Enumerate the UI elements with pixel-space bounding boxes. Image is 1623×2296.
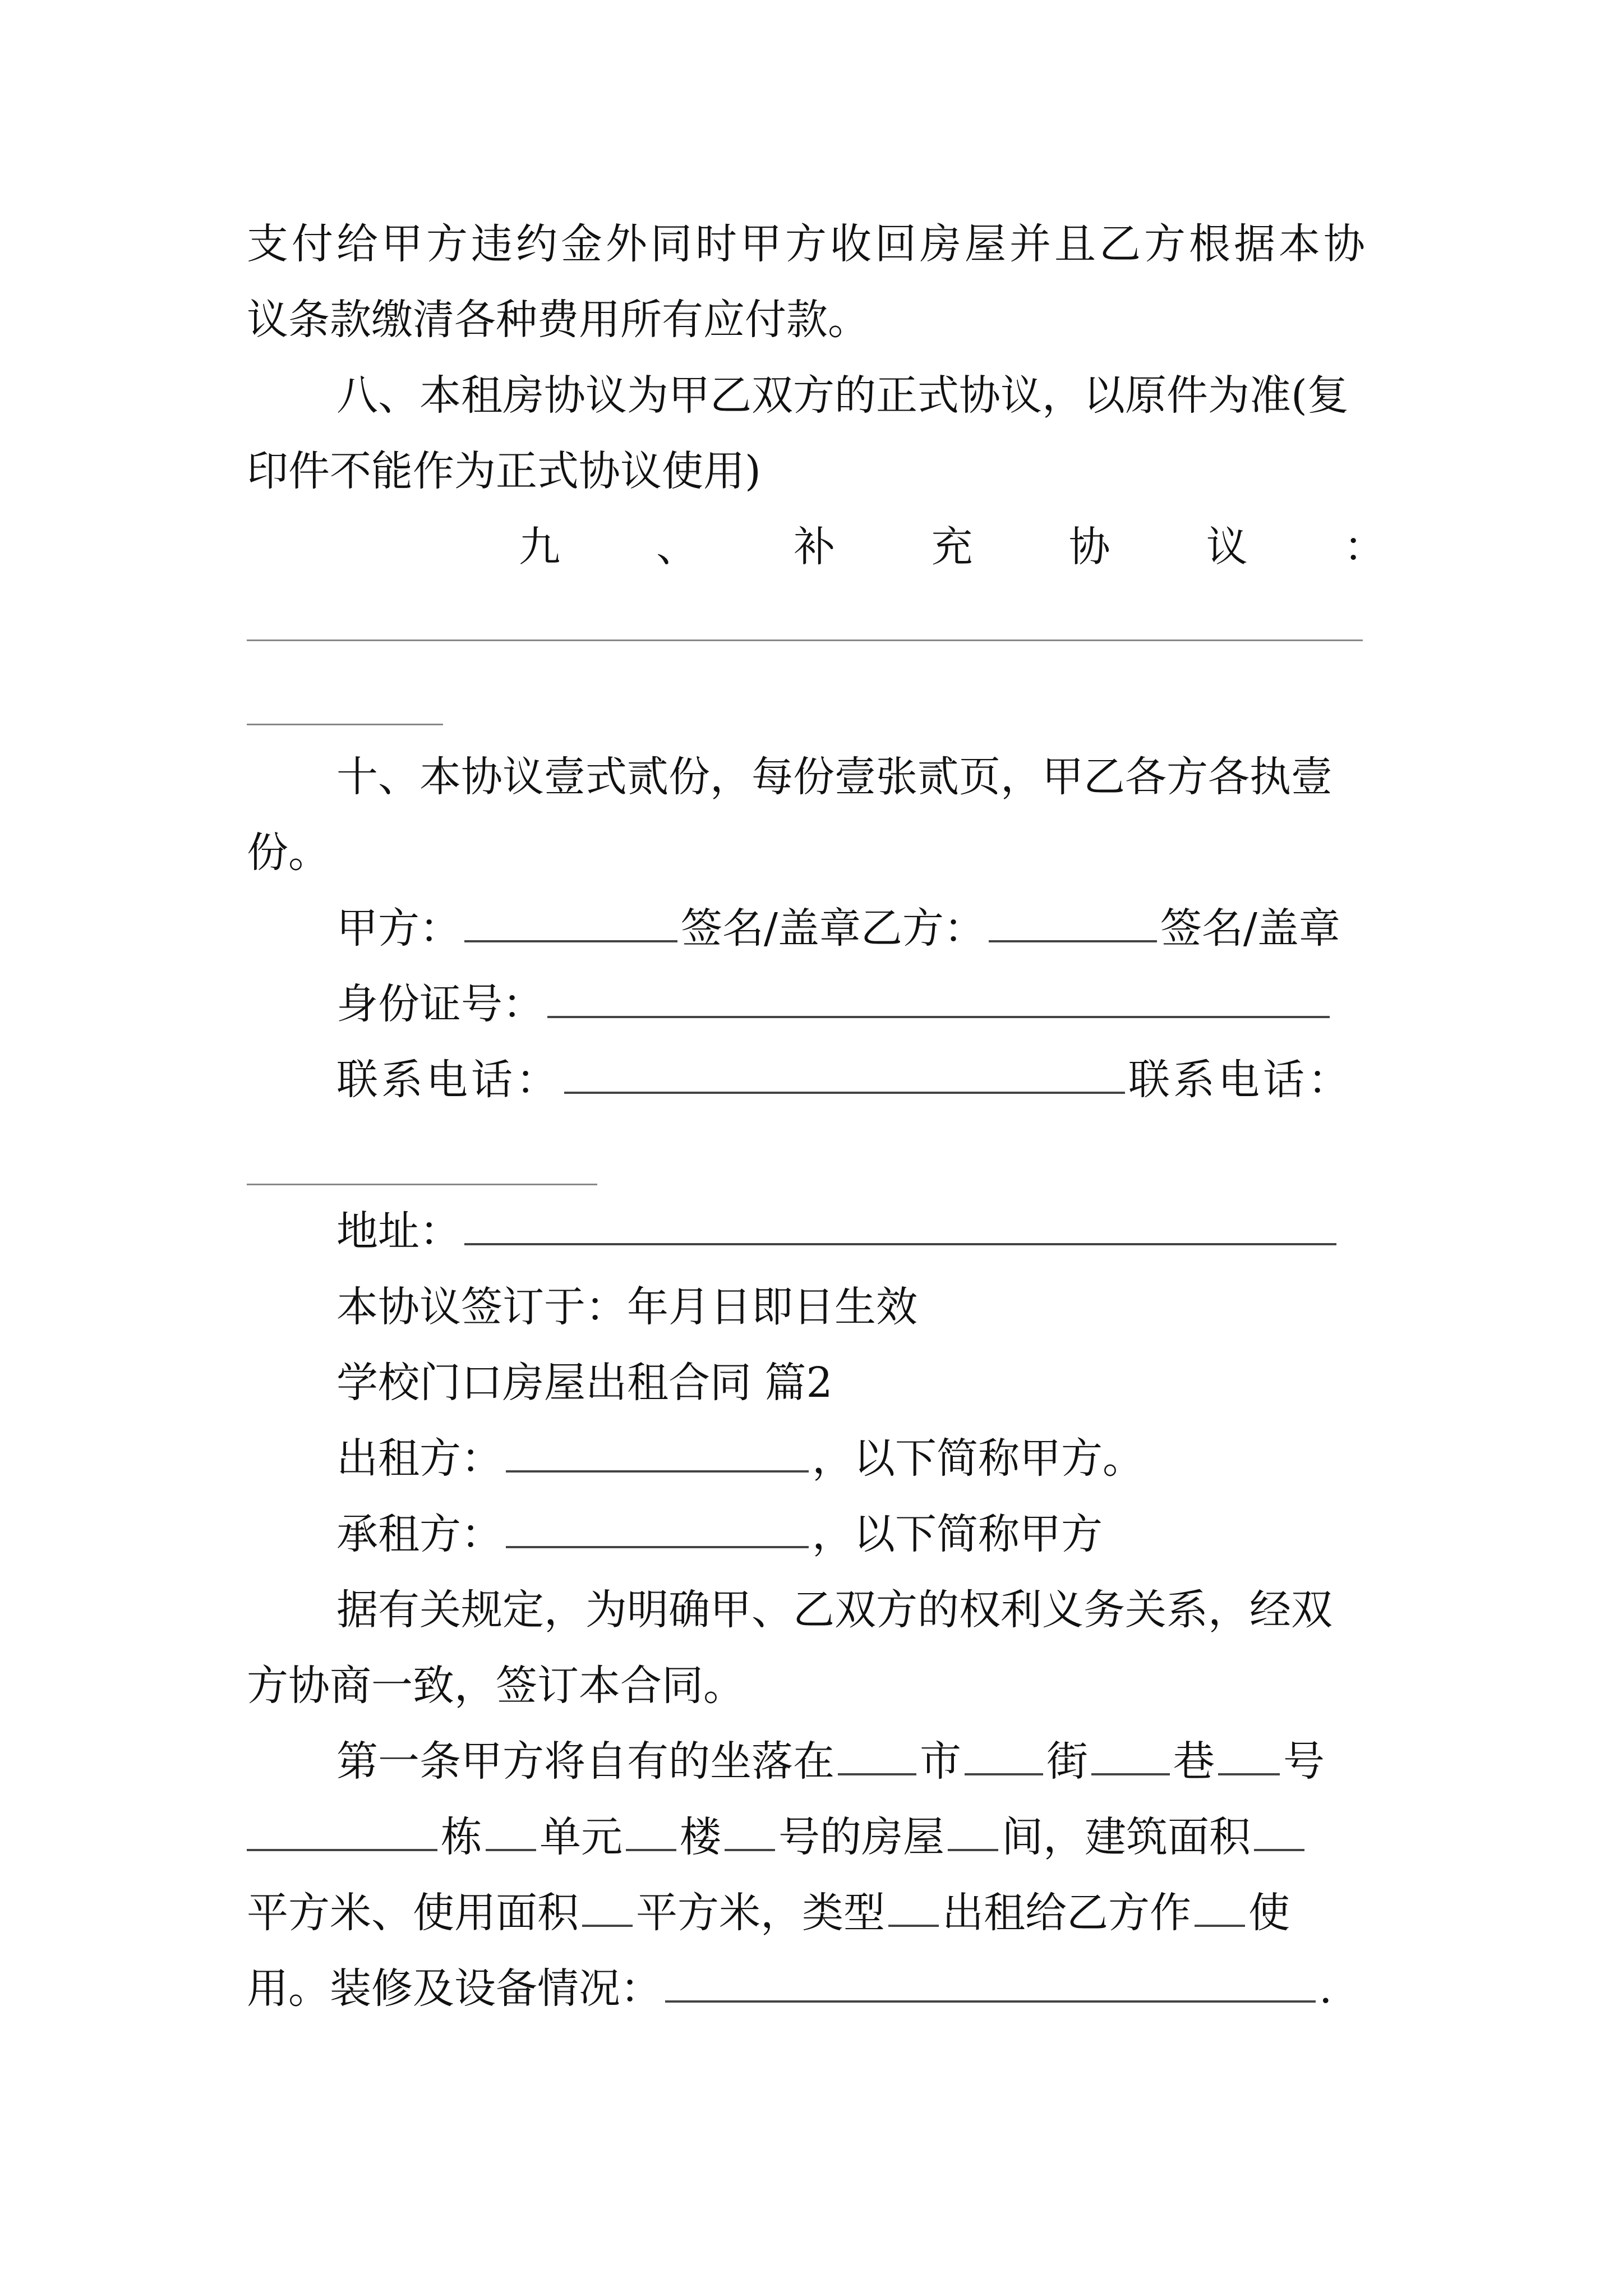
text: 印件不能作为正式协议使用) <box>247 447 761 495</box>
heading-char: 议 <box>1206 523 1248 571</box>
phone-blank <box>564 1055 1125 1094</box>
text: 本协议签订于：年月日即日生效 <box>336 1283 917 1331</box>
clause-10-line1 <box>336 749 1385 805</box>
id-blank <box>547 979 1330 1018</box>
text: 十、本协议壹式贰份，每份壹张贰页，甲乙各方各执壹 <box>336 753 1332 801</box>
address-label: 地址： <box>336 1207 461 1255</box>
text: 号的房屋 <box>778 1813 944 1861</box>
text: 平方米、使用面积 <box>247 1889 579 1937</box>
party-b-blank <box>989 903 1157 942</box>
paragraph-penalty-line2 <box>247 292 1385 348</box>
lane-blank <box>1091 1736 1170 1775</box>
lessor-label: 出租方： <box>336 1434 502 1483</box>
lessee-label: 承租方： <box>336 1510 502 1558</box>
text: 使 <box>1248 1889 1290 1937</box>
intro-line1 <box>336 1582 1385 1638</box>
text: 号 <box>1283 1737 1325 1786</box>
text: 栋 <box>441 1813 482 1861</box>
unit-blank <box>486 1812 536 1851</box>
text: 议条款缴清各种费用所有应付款。 <box>247 296 869 344</box>
article-1-line2 <box>247 1809 1385 1865</box>
city-blank <box>838 1736 916 1775</box>
lessee-blank <box>506 1509 809 1548</box>
text: . <box>1319 1964 1332 2013</box>
signed-date-line <box>336 1279 1385 1335</box>
heading-char: 补 <box>794 523 836 571</box>
text: 巷 <box>1173 1737 1215 1786</box>
signature-line <box>336 900 1385 956</box>
phone-line <box>336 1052 1385 1108</box>
clause-8-line1 <box>336 367 1385 424</box>
article-1-line4 <box>247 1961 1385 2017</box>
text: 第一条甲方将自有的坐落在 <box>336 1737 834 1786</box>
building-blank <box>247 1812 437 1851</box>
text: ，以下简称甲方。 <box>812 1434 1144 1483</box>
text: 学校门口房屋出租合同 篇2 <box>336 1359 833 1407</box>
text: 平方米，类型 <box>636 1889 885 1937</box>
number-blank <box>1218 1736 1280 1775</box>
id-number-line <box>336 976 1385 1032</box>
text: 据有关规定，为明确甲、乙双方的权利义务关系，经双 <box>336 1586 1332 1634</box>
contract-title <box>336 1355 1385 1411</box>
street-blank <box>965 1736 1043 1775</box>
text: 支付给甲方违约金外同时甲方收回房屋并且乙方根据本协 <box>247 220 1368 268</box>
text: 出租给乙方作 <box>942 1889 1191 1937</box>
lessee-line <box>336 1506 1385 1562</box>
lessor-blank <box>506 1433 809 1473</box>
phone-label: 联系电话： <box>1128 1056 1353 1104</box>
clause-10-line2 <box>247 825 1385 881</box>
text: 市 <box>920 1737 961 1786</box>
floor-blank <box>626 1812 676 1851</box>
lessor-line <box>336 1430 1385 1487</box>
blank-line <box>247 724 443 725</box>
usable-area-blank <box>582 1888 633 1927</box>
address-blank <box>464 1206 1336 1245</box>
fixtures-blank <box>665 1963 1316 2003</box>
party-a-blank <box>464 903 677 942</box>
party-b-label: 签名/盖章乙方： <box>681 904 985 953</box>
phone-label: 联系电话： <box>336 1056 561 1104</box>
text: ，以下简称甲方 <box>812 1510 1103 1558</box>
clause-8-line2 <box>247 443 1385 499</box>
party-a-label: 甲方： <box>336 904 461 953</box>
heading-char: ： <box>1343 523 1385 571</box>
rooms-blank <box>948 1812 998 1851</box>
signature-label: 签名/盖章 <box>1160 904 1340 953</box>
article-1-line3 <box>247 1885 1385 1941</box>
area-blank <box>1254 1812 1304 1851</box>
heading-char: 、 <box>656 523 698 571</box>
blank-line <box>247 639 1363 641</box>
address-line <box>336 1203 1385 1259</box>
article-1-line1 <box>336 1733 1385 1789</box>
room-blank <box>725 1812 775 1851</box>
text: 用。装修及设备情况： <box>247 1964 662 2013</box>
text: 楼 <box>680 1813 721 1861</box>
blank-line <box>247 1184 597 1185</box>
id-label: 身份证号： <box>336 980 544 1028</box>
text: 方协商一致，签订本合同。 <box>247 1662 745 1710</box>
intro-line2 <box>247 1658 1385 1714</box>
text: 间，建筑面积 <box>1002 1813 1251 1861</box>
text: 街 <box>1046 1737 1088 1786</box>
heading-char: 充 <box>931 523 973 571</box>
heading-char: 协 <box>1068 523 1110 571</box>
text: 份。 <box>247 829 330 877</box>
text: 八、本租房协议为甲乙双方的正式协议，以原件为准(复 <box>336 371 1349 420</box>
text: 单元 <box>540 1813 623 1861</box>
use-blank <box>1195 1888 1245 1927</box>
heading-char: 九 <box>519 523 560 571</box>
type-blank <box>888 1888 939 1927</box>
clause-9-heading <box>519 519 1385 575</box>
paragraph-penalty-line1 <box>247 216 1385 272</box>
